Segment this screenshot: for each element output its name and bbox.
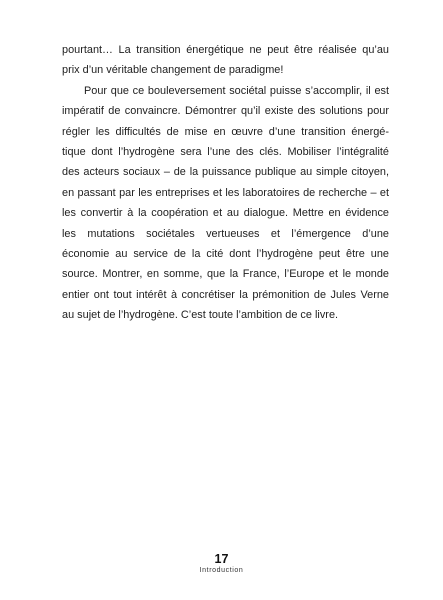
text-line: les convertir à la coopération et au dialogue. Mettre en évidence	[62, 207, 389, 220]
text-line: prix d’un véritable changement de paradigme!	[62, 64, 284, 77]
paragraph-start-line: Pour que ce bouleversement sociétal puisse s’accomplir, il est	[84, 84, 389, 97]
running-footer-section: Introduction	[199, 567, 244, 574]
text-line: au sujet de l’hydrogène. C’est toute l’ambition de ce livre.	[62, 309, 339, 322]
text-line: pourtant… La transition énergétique ne peut être réalisée qu’au	[62, 44, 389, 56]
text-line: en passant par les entreprises et les laboratoires de recherche – et	[62, 186, 389, 199]
body-text	[62, 40, 389, 325]
text-line: impératif de convaincre. Démontrer qu’il existe des solutions pour	[62, 105, 389, 118]
text-line: des acteurs sociaux – de la puissance publique au simple citoyen,	[62, 166, 389, 179]
text-line: tique dont l’hydrogène sera l’une des clés. Mobiliser l’intégralité	[62, 145, 389, 158]
text-line: régler les difficultés de mise en œuvre d’une transition énergé-	[62, 125, 389, 138]
text-line: entier ont tout intérêt à concrétiser la prémonition de Jules Verne	[62, 288, 389, 301]
text-line: économie au service de la cité dont l’hydrogène peut être une	[62, 247, 389, 260]
text-line: source. Montrer, en somme, que la France, l’Europe et le monde	[62, 268, 389, 281]
text-line: les mutations sociétales vertueuses et l’émergence d’une	[62, 227, 389, 240]
page-number: 17	[214, 552, 229, 566]
